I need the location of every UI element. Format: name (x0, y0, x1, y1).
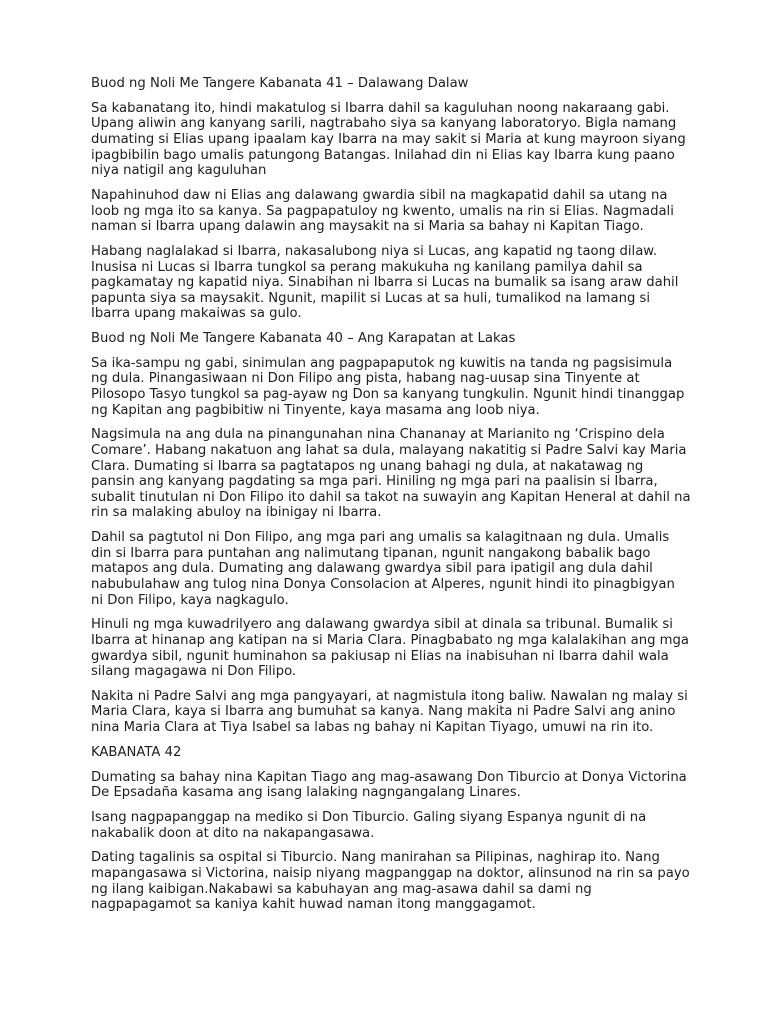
paragraph: Nagsimula na ang dula na pinangunahan nina Chananay at Marianito ng ‘Crispino dela Comare’. Habang nakatuon ang lahat sa dula, malayang nakatitig si Padre Salvi kay Maria Clara. Dumating si Ibarra sa pagtatapos ng unang bahagi ng dula, at nakatawag ng pansin ang kanyang pagdating sa mga pari. Hiniling ng mga pari na paalisin si Ibarra, subalit tinutulan ni Don Filipo ito dahil sa takot na suwayin ang Kapitan Heneral at dahil na rin sa malaking abuloy na ibinigay ni Ibarra. (91, 427, 691, 521)
paragraph: Napahinuhod daw ni Elias ang dalawang gwardia sibil na magkapatid dahil sa utang na loob ng mga ito sa kanya. Sa pagpapatuloy ng kwento, umalis na rin si Elias. Nagmadali naman si Ibarra upang dalawin ang maysakit na si Maria sa bahay ni Kapitan Tiago. (91, 187, 674, 235)
paragraph: Dahil sa pagtutol ni Don Filipo, ang mga pari ang umalis sa kalagitnaan ng dula. Umalis din si Ibarra para puntahan ang nalimutang tipanan, ngunit nangakong babalik bago matapos ang dula. Dumating ang dalawang gwardya sibil para ipatigil ang dula dahil nabubulahaw ang tulog nina Donya Consolacion at Alperes, ngunit hindi ito pinagbigyan ni Don Filipo, kaya nagkagulo. (91, 530, 675, 608)
paragraph: Dating tagalinis sa ospital si Tiburcio. Nang manirahan sa Pilipinas, naghirap ito. Nang mapangasawa si Victorina, naisip niyang magpanggap na doktor, alinsunod na rin sa payo ng ilang kaibigan.Nakabawi sa kabuhayan ang mag-asawa dahil sa dami ng nagpapagamot sa kaniya kahit huwad naman itong manggagamot. (91, 850, 690, 913)
paragraph: Dumating sa bahay nina Kapitan Tiago ang mag-asawang Don Tiburcio at Donya Victorina De Epsadaña kasama ang isang lalaking nagngangalang Linares. (91, 769, 687, 801)
heading-kabanata-40: Buod ng Noli Me Tangere Kabanata 40 – Ang Karapatan at Lakas (91, 331, 516, 347)
paragraph: Sa ika-sampu ng gabi, sinimulan ang pagpapaputok ng kuwitis na tanda ng pagsisimula ng dula. Pinangasiwaan ni Don Filipo ang pista, habang nag-uusap sina Tinyente at Pilosopo Tasyo tungkol sa pag-ayaw ng Don sa kanyang tungkulin. Ngunit hindi tinanggap ng Kapitan ang pagbibitiw ni Tinyente, kaya masama ang loob niya. (91, 355, 685, 418)
paragraph: Isang nagpapanggap na mediko si Don Tiburcio. Galing siyang Espanya ngunit di na nakabalik doon at dito na nakapangasawa. (91, 810, 647, 841)
heading-kabanata-42: KABANATA 42 (91, 744, 182, 760)
paragraph: Hinuli ng mga kuwadrilyero ang dalawang gwardya sibil at dinala sa tribunal. Bumalik si Ibarra at hinanap ang katipan na si Maria Clara. Pinagbabato ng mga kalalakihan ang mga gwardya sibil, ngunit huminahon sa pakiusap ni Elias na inabisuhan ni Ibarra dahil wala silang magagawa ni Don Filipo. (91, 617, 689, 680)
document-body (91, 76, 691, 922)
paragraph: Sa kabanatang ito, hindi makatulog si Ibarra dahil sa kaguluhan noong nakaraang gabi. Upang aliwin ang kanyang sarili, nagtrabaho siya sa kanyang laboratoryo. Bigla namang dumating si Elias upang ipaalam kay Ibarra na may sakit si Maria at kung mayroon siyang ipagbibilin bago umalis patungong Batangas. Inilahad din ni Elias kay Ibarra kung paano niya natigil ang kaguluhan (91, 100, 686, 179)
paragraph: Habang naglalakad si Ibarra, nakasalubong niya si Lucas, ang kapatid ng taong dilaw. Inusisa ni Lucas si Ibarra tungkol sa perang makukuha ng kanilang pamilya dahil sa pagkamatay ng kapatid niya. Sinabihan ni Ibarra si Lucas na bumalik sa isang araw dahil papunta siya sa maysakit. Ngunit, mapilit si Lucas at sa huli, tumalikod na lamang si Ibarra upang makaiwas sa gulo. (91, 243, 679, 322)
paragraph: Nakita ni Padre Salvi ang mga pangyayari, at nagmistula itong baliw. Nawalan ng malay si Maria Clara, kaya si Ibarra ang bumuhat sa kanya. Nang makita ni Padre Salvi ang anino nina Maria Clara at Tiya Isabel sa labas ng bahay ni Kapitan Tiyago, umuwi na rin ito. (91, 688, 688, 736)
heading-kabanata-41: Buod ng Noli Me Tangere Kabanata 41 – Dalawang Dalaw (91, 76, 469, 91)
